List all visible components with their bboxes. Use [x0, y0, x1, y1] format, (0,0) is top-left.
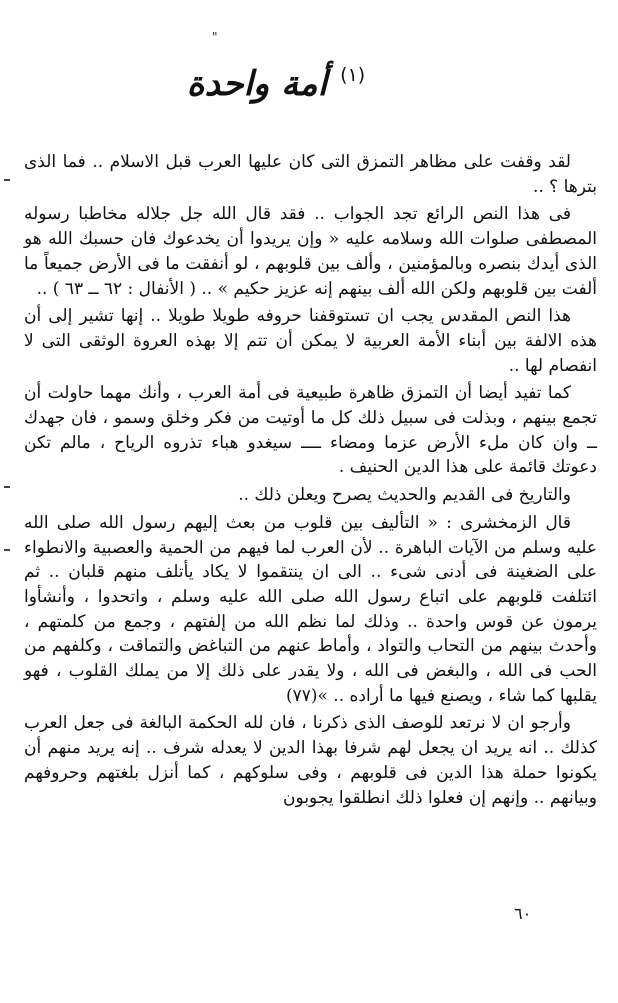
paragraph: قال الزمخشرى : « التأليف بين قلوب من بعث إليهم رسول الله صلى الله عليه وسلم من الآيات الباهرة .. لأن العرب لما فيهم من الحمية والعصبية والانطواء على الضغينة فى أدنى شىء .. الى ان ينتقموا لا يكاد يأتلف منهم قلبان .. ثم ائتلفت قلوبهم على اتباع رسول الله صلى الله عليه وسلم ، واتحدوا ، وأنشأوا يرمون عن قوس واحدة .. وذلك لما نظم الله من إلفتهم ، وجمع من كلمتهم ، وأحدث بينهم من التحاب والتواد ، وأماط عنهم من التباغض والتماقت ، وكلفهم من الحب فى الله ، والبغض فى الله ، ولا يقدر على ذلك إلا من يملك القلوب ، فهو يقلبها كما شاء ، ويصنع فيها ما أراده .. »(٧٧): [24, 512, 597, 706]
margin-mark: [4, 486, 10, 488]
chapter-heading: [0, 64, 618, 104]
body-text: [24, 150, 597, 813]
top-ink-mark: ": [212, 30, 218, 44]
margin-mark: [4, 549, 10, 551]
paragraph: لقد وقفت على مظاهر التمزق التى كان عليها العرب قبل الاسلام .. فما الذى بترها ؟ ..: [24, 152, 597, 197]
heading-title: أمة واحدة: [186, 64, 328, 104]
margin-marks: [4, 0, 14, 1003]
heading-number: (١): [340, 64, 366, 86]
paragraph: كما تفيد أيضا أن التمزق ظاهرة طبيعية فى أمة العرب ، وأنك مهما حاولت أن تجمع بينهم ، وبذلت فى سبيل ذلك كل ما أوتيت من فكر وخلق وسمو ، فان جهدك ــ وان كان ملء الأرض عزما ومضاء ــــ سيغدو هباء تذروه الرياح ، مالم تكن دعوتك قائمة على هذا الدين الحنيف .: [24, 383, 597, 478]
paragraph: هذا النص المقدس يجب ان تستوقفنا حروفه طويلا طويلا .. إنها تشير إلى أن هذه الالفة بين أبناء الأمة العربية لا يمكن أن تتم إلا بهذه العروة الوثقى التى لا انفصام لها ..: [24, 306, 597, 376]
margin-mark: [4, 179, 10, 181]
paragraph: فى هذا النص الرائع تجد الجواب .. فقد قال الله جل جلاله مخاطبا رسوله المصطفى صلوات الله وسلامه عليه « وإن يريدوا أن يخدعوك فان حسبك الله هو الذى أيدك بنصره وبالمؤمنين ، وألف بين قلوبهم ، لو أنفقت ما فى الأرض جميعاً ما ألفت بين قلوبهم ولكن الله ألف بينهم إنه عزيز حكيم » .. ( الأنفال : ٦٢ ــ ٦٣ ) ..: [24, 204, 597, 299]
paragraph: والتاريخ فى القديم والحديث يصرح ويعلن ذلك ..: [238, 485, 571, 506]
page-number: ٦٠: [514, 904, 532, 923]
paragraph: وأرجو ان لا نرتعد للوصف الذى ذكرنا ، فان لله الحكمة البالغة فى جعل العرب كذلك .. انه يريد ان يجعل لهم شرفا بهذا الدين لا يعدله شرف .. إنه يريد منهم أن يكونوا حملة هذا الدين فى قلوبهم ، وفى سلوكهم ، كما أنزل بلغتهم وحروفهم وبيانهم .. وإنهم إن فعلوا ذلك انطلقوا يجوبون: [24, 713, 597, 808]
